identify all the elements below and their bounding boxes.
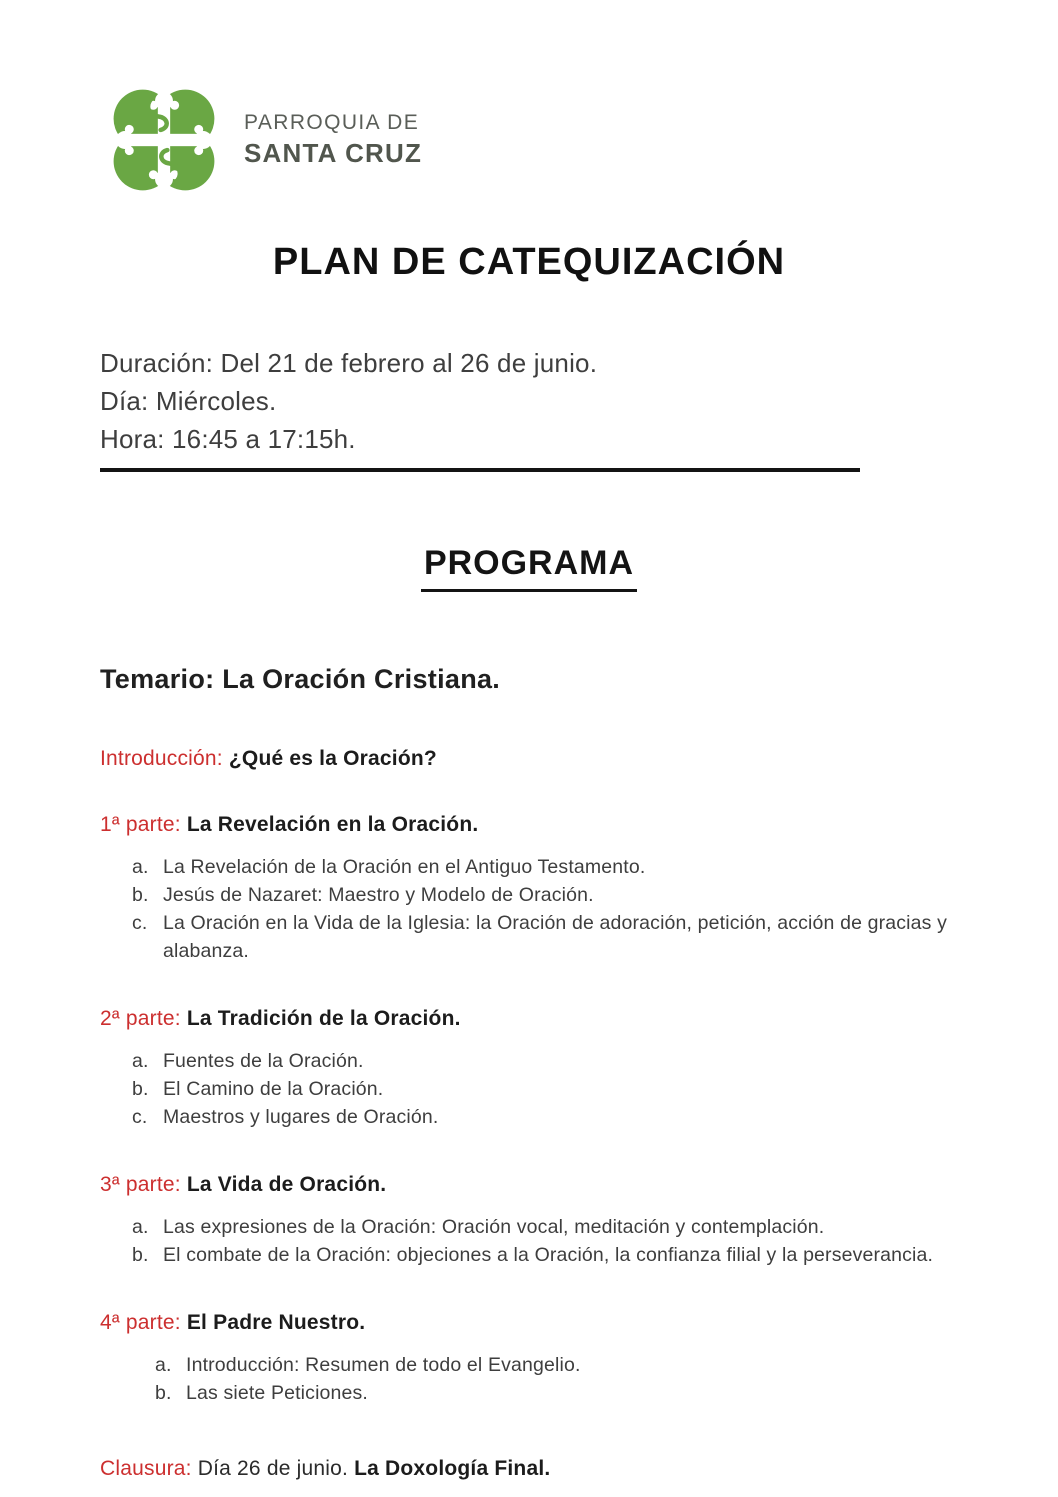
item-text: Jesús de Nazaret: Maestro y Modelo de Oración. (163, 884, 594, 907)
item-letter: c. (132, 912, 148, 935)
item-text: El Camino de la Oración. (163, 1078, 384, 1101)
section-label: 2ª parte: (100, 1007, 181, 1031)
item-text: La Oración en la Vida de la Iglesia: la Oración de adoración, petición, acción de gracias y alabanza. (163, 912, 948, 963)
section-items (100, 1213, 958, 1269)
program-section (100, 813, 958, 965)
item-letter: b. (132, 884, 149, 907)
list-item (132, 909, 958, 965)
item-letter: c. (132, 1106, 148, 1129)
section-heading (100, 813, 958, 837)
brand-text (244, 111, 422, 169)
item-letter: b. (132, 1244, 149, 1267)
item-text: El combate de la Oración: objeciones a la Oración, la confianza filial y la perseverancia. (163, 1244, 934, 1267)
section-items (100, 1047, 958, 1131)
section-title: La Tradición de la Oración. (186, 1007, 461, 1031)
info-duration: Duración: Del 21 de febrero al 26 de junio. (100, 348, 598, 378)
closing-line (100, 1457, 958, 1481)
item-letter: b. (155, 1382, 172, 1405)
item-letter: a. (132, 1216, 149, 1239)
list-item (132, 853, 958, 881)
logo-header (108, 84, 422, 196)
topic-heading: Temario: La Oración Cristiana. (100, 664, 501, 695)
section-items (100, 853, 958, 965)
brand-name-line2: SANTA CRUZ (244, 138, 423, 168)
intro-text: ¿Qué es la Oración? (228, 747, 437, 771)
list-item (132, 1075, 958, 1103)
brand-name-line1: PARROQUIA DE (244, 111, 420, 134)
closing-text: Día 26 de junio. (197, 1457, 349, 1481)
list-item (132, 1103, 958, 1131)
list-item (132, 881, 958, 909)
list-item (132, 1241, 958, 1269)
item-letter: a. (132, 856, 149, 879)
program-section (100, 1311, 958, 1407)
program-heading-wrap (100, 516, 958, 620)
section-heading (100, 1007, 958, 1031)
program-sections (100, 813, 958, 1407)
intro-line (100, 747, 958, 771)
program-section (100, 1173, 958, 1269)
item-letter: a. (155, 1354, 172, 1377)
page-title: PLAN DE CATEQUIZACIÓN (272, 241, 786, 283)
list-item (155, 1379, 958, 1407)
item-text: Fuentes de la Oración. (163, 1050, 364, 1073)
section-title: El Padre Nuestro. (186, 1311, 366, 1335)
item-text: Introducción: Resumen de todo el Evangelio. (186, 1354, 581, 1377)
info-time: Hora: 16:45 a 17:15h. (100, 424, 356, 454)
program-section (100, 1007, 958, 1131)
program-heading: PROGRAMA (421, 544, 637, 592)
item-text: Las siete Peticiones. (186, 1382, 369, 1405)
item-text: Las expresiones de la Oración: Oración vocal, meditación y contemplación. (163, 1216, 825, 1239)
info-day: Día: Miércoles. (100, 386, 277, 416)
item-text: Maestros y lugares de Oración. (163, 1106, 439, 1129)
section-label: 1ª parte: (100, 813, 181, 837)
section-title: La Vida de Oración. (186, 1173, 387, 1197)
intro-label: Introducción: (100, 747, 223, 771)
list-item (155, 1351, 958, 1379)
info-block (100, 344, 958, 458)
closing-label: Clausura: (100, 1457, 192, 1481)
parish-logo-icon (108, 84, 220, 196)
section-label: 3ª parte: (100, 1173, 181, 1197)
section-heading (100, 1311, 958, 1335)
closing-bold-text: La Doxología Final. (354, 1457, 551, 1481)
divider-line (100, 468, 860, 472)
section-items (100, 1351, 958, 1407)
item-letter: b. (132, 1078, 149, 1101)
list-item (132, 1047, 958, 1075)
section-label: 4ª parte: (100, 1311, 181, 1335)
list-item (132, 1213, 958, 1241)
item-letter: a. (132, 1050, 149, 1073)
item-text: La Revelación de la Oración en el Antiguo Testamento. (163, 856, 646, 879)
section-title: La Revelación en la Oración. (186, 813, 479, 837)
section-heading (100, 1173, 958, 1197)
